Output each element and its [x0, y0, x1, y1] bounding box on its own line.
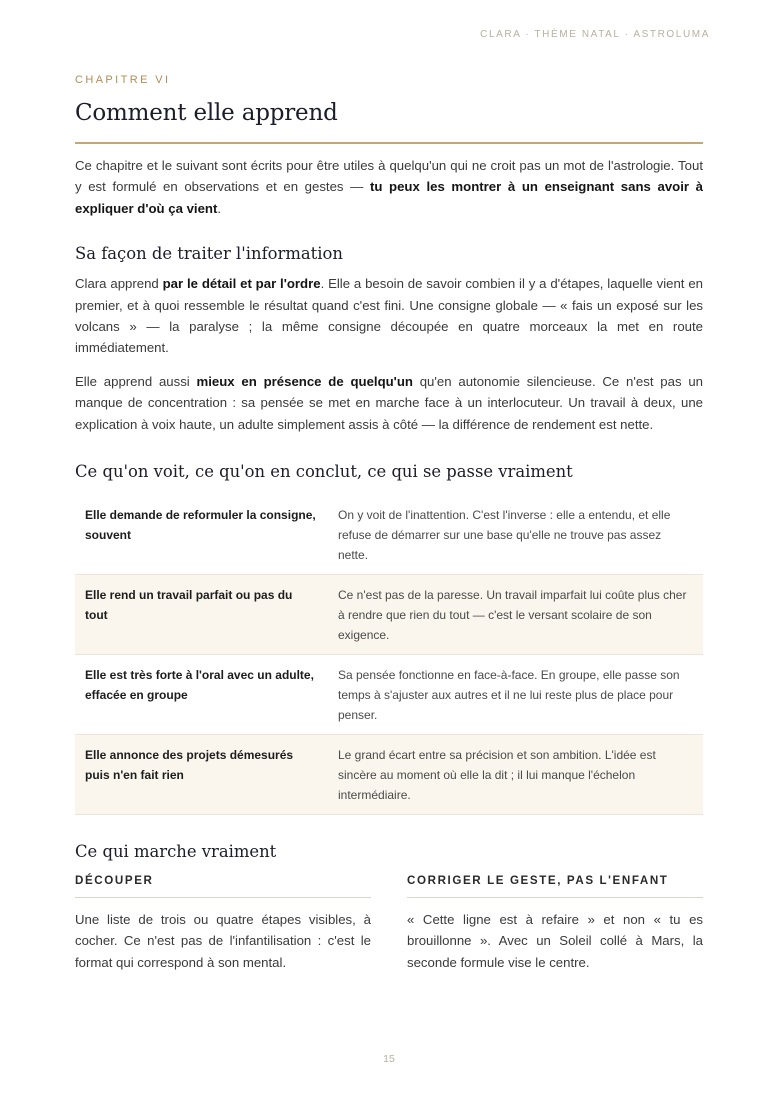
table-row [75, 735, 703, 815]
intro-text: Ce chapitre et le suivant sont écrits pour être utiles à quelqu'un qui ne croit pas un mot de l'astrologie. Tout y est formulé en observations et en gestes — [75, 158, 703, 195]
chapter-intro [75, 155, 703, 219]
advice-column-corriger [407, 873, 703, 973]
paragraph-text: Clara apprend [75, 276, 163, 292]
intro-emphasis: tu peux les montrer à un enseignant sans avoir à expliquer d'où ça vient [75, 179, 703, 216]
advice-text: « Cette ligne est à refaire » et non « tu es brouillonne ». Avec un Soleil collé à Mars, la seconde formule vise le centre. [407, 912, 703, 970]
observation-cell: Elle rend un travail parfait ou pas du tout [85, 588, 293, 623]
chapter-content [75, 73, 703, 973]
observation-cell: Elle est très forte à l'oral avec un adulte, effacée en groupe [85, 668, 314, 703]
section-heading-observations: Ce qu'on voit, ce qu'on en conclut, ce qui se passe vraiment [75, 462, 573, 482]
table-row [75, 655, 703, 735]
paragraph-emphasis: par le détail et par l'ordre [162, 276, 321, 292]
paragraph-presence [75, 371, 703, 435]
advice-divider [407, 897, 703, 898]
intro-end: . [217, 200, 222, 216]
advice-divider [75, 897, 371, 898]
chapter-title: Comment elle apprend [75, 100, 338, 126]
table-row [75, 575, 703, 655]
advice-columns [75, 873, 703, 973]
explanation-cell: On y voit de l'inattention. C'est l'inverse : elle a entendu, et elle refuse de démarrer sur une base qu'elle ne trouve pas assez nette. [338, 508, 671, 563]
advice-column-decouper [75, 873, 371, 973]
advice-title: CORRIGER LE GESTE, PAS L'ENFANT [407, 874, 669, 888]
paragraph-text: Elle apprend aussi [75, 373, 197, 389]
advice-text: Une liste de trois ou quatre étapes visibles, à cocher. Ce n'est pas de l'infantilisation : c'est le format qui correspond à son mental. [75, 912, 371, 970]
observation-cell: Elle annonce des projets démesurés puis n'en fait rien [85, 748, 294, 783]
explanation-cell: Sa pensée fonctionne en face-à-face. En groupe, elle passe son temps à s'ajuster aux autres et il ne lui reste plus de place pour penser. [338, 668, 680, 723]
section-heading-traitement: Sa façon de traiter l'information [75, 244, 343, 264]
explanation-cell: Ce n'est pas de la paresse. Un travail imparfait lui coûte plus cher à rendre que rien du tout — c'est le versant scolaire de son exigence. [338, 588, 687, 643]
table-row [75, 495, 703, 575]
running-header: CLARA · THÈME NATAL · ASTROLUMA [480, 29, 710, 40]
page-number: 15 [383, 1053, 395, 1065]
title-divider [75, 142, 703, 144]
paragraph-detail-ordre [75, 273, 703, 359]
advice-title: DÉCOUPER [75, 874, 154, 888]
explanation-cell: Le grand écart entre sa précision et son ambition. L'idée est sincère au moment où elle la dit ; il lui manque l'échelon intermédiaire. [338, 748, 656, 803]
observation-cell: Elle demande de reformuler la consigne, souvent [85, 508, 316, 543]
paragraph-text: qu'en autonomie silencieuse. Ce n'est pas un manque de concentration : sa pensée se met en marche face à un interlocuteur. Un travail à deux, une explication à voix haute, un adulte simplement assis à côté — la différence de rendement est nette. [75, 373, 703, 432]
paragraph-text: . Elle a besoin de savoir combien il y a d'étapes, laquelle vient en premier, et à quoi ressemble le résultat quand c'est fini. Une consigne globale — « fais un exposé sur les volcans » — la paralyse ; la même consigne découpée en quatre morceaux la met en route immédiatement. [75, 276, 703, 356]
observations-table [75, 495, 703, 815]
paragraph-emphasis: mieux en présence de quelqu'un [196, 373, 413, 389]
section-heading-what-works: Ce qui marche vraiment [75, 842, 277, 862]
chapter-label: CHAPITRE VI [75, 74, 171, 86]
